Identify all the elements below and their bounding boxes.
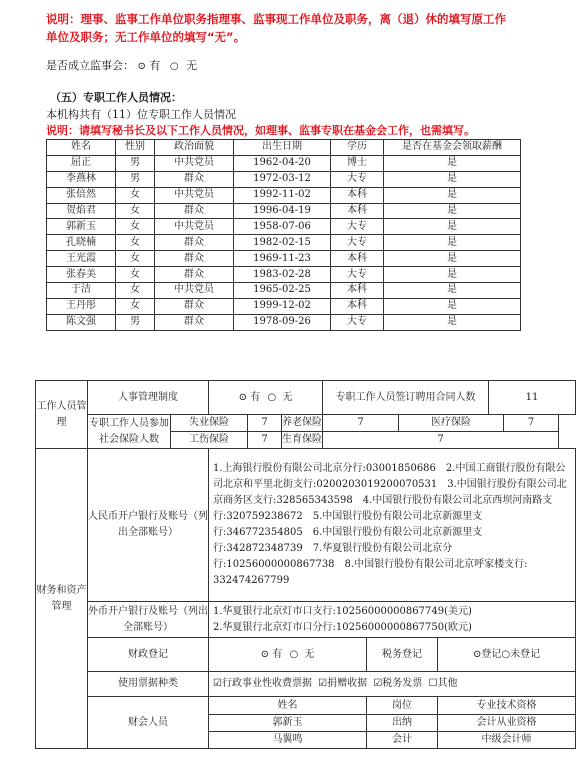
- staff-count-text: 本机构共有（11）位专职工作人员情况: [46, 108, 236, 121]
- radio-selected-icon[interactable]: ⊙: [260, 648, 270, 660]
- contract-label: 专职工作人员签订聘用合同人数: [323, 381, 489, 415]
- section-title: （五）专职工作人员情况：: [50, 91, 182, 104]
- tax-unregistered-label: 未登记: [510, 648, 541, 660]
- staff-birthdate: 1982-02-15: [234, 235, 331, 251]
- staff-education: 大专: [331, 171, 384, 187]
- staff-name: 贺焰君: [47, 203, 116, 219]
- pension-value: 7: [323, 415, 399, 432]
- table-row: [47, 251, 521, 267]
- staff-education: 本科: [331, 251, 384, 267]
- staff-birthdate: 1958-07-06: [234, 219, 331, 235]
- staff-name: 陈文强: [47, 314, 116, 330]
- staff-politics: 中共党员: [155, 155, 234, 171]
- acc-header-name: 姓名: [209, 697, 367, 715]
- acc-header-post: 岗位: [367, 697, 438, 715]
- table-row: [47, 203, 521, 219]
- rmb-accounts-text: 1.上海银行股份有限公司北京分行:03001850686 2.中国工商银行股份有限公司北京和平里北街支行:0200203019200070531 3.中国银行股份有限公司北京商务区支行:328565343598 4.中国银行股份有限公司北京西坝河南路支行:320759238672 5.中国银行股份有限公司北京新源里支行:346772354805 6.中国银行股份有限公司北京新源里支行:342872348739 7.华夏银行股份有限公司北京分行:10256000000867738 8.中国银行股份有限公司北京呼家楼支行: 332474267799: [209, 449, 576, 602]
- hr-no-label: 无: [282, 391, 293, 403]
- staff-birthdate: 1983-02-28: [234, 267, 331, 283]
- injury-label: 工伤保险: [171, 432, 248, 449]
- instruction-note: 说明：理事、监事工作单位职务指理事、监事现工作单位及职务，离（退）休的填写原工作单位及职务；无工作单位的填写“无”。: [46, 12, 506, 44]
- supervisory-board-label: 是否成立监事会：: [46, 59, 134, 72]
- contract-value: 11: [489, 381, 576, 415]
- acc-header-qual: 专业技术资格: [438, 697, 576, 715]
- supervisory-board-field: [46, 57, 197, 73]
- staff-gender: 女: [116, 187, 155, 203]
- radio-unselected-icon[interactable]: ○: [501, 648, 511, 660]
- staff-paid: 是: [384, 267, 521, 283]
- staff-education: 博士: [331, 155, 384, 171]
- staff-birthdate: 1996-04-19: [234, 203, 331, 219]
- pension-label: 养老保险: [282, 415, 323, 432]
- checkbox-empty-icon[interactable]: ☐: [428, 678, 438, 689]
- staff-education: 大专: [331, 219, 384, 235]
- staff-paid: 是: [384, 314, 521, 330]
- staff-politics: 中共党员: [155, 283, 234, 299]
- unemployment-value: 7: [248, 415, 282, 432]
- staff-education: 大专: [331, 267, 384, 283]
- staff-education: 本科: [331, 298, 384, 314]
- fiscal-reg-label: 财政登记: [88, 638, 209, 672]
- staff-gender: 男: [116, 171, 155, 187]
- injury-value: 7: [248, 432, 282, 449]
- staff-paid: 是: [384, 187, 521, 203]
- radio-selected-icon[interactable]: ⊙: [238, 391, 248, 403]
- staff-paid: 是: [384, 155, 521, 171]
- checkbox-checked-icon[interactable]: ☑: [318, 678, 328, 689]
- tax-reg-label: 税务登记: [367, 638, 438, 672]
- staff-gender: 女: [116, 267, 155, 283]
- receipts-label: 使用票据种类: [88, 672, 209, 697]
- staff-politics: 群众: [155, 171, 234, 187]
- radio-unselected-icon[interactable]: ○: [267, 391, 277, 403]
- staff-name: 郭新玉: [47, 219, 116, 235]
- staff-birthdate: 1992-11-02: [234, 187, 331, 203]
- staff-gender: 男: [116, 314, 155, 330]
- fx-account-1: 1.华夏银行北京灯市口支行:10256000000867749(美元): [213, 605, 472, 617]
- table-row: [47, 283, 521, 299]
- staff-paid: 是: [384, 283, 521, 299]
- hr-system-label: 人事管理制度: [88, 381, 209, 415]
- table-row: [47, 314, 521, 330]
- receipts-options: [209, 672, 576, 697]
- insurance-label: 专职工作人员参加社会保险人数: [88, 415, 171, 449]
- tax-registered-label: 登记: [481, 648, 502, 660]
- staff-name: 张倍然: [47, 187, 116, 203]
- fx-accounts-cell: [209, 602, 576, 638]
- table-row: [47, 298, 521, 314]
- staff-education: 大专: [331, 235, 384, 251]
- staff-birthdate: 1999-12-02: [234, 298, 331, 314]
- acc-name: 郭新玉: [209, 715, 367, 732]
- tax-reg-options: [438, 638, 576, 672]
- acc-qual: 中级会计师: [438, 732, 576, 749]
- staff-name: 孔晓楠: [47, 235, 116, 251]
- acc-post: 会计: [367, 732, 438, 749]
- staff-politics: 群众: [155, 251, 234, 267]
- staff-education: 本科: [331, 283, 384, 299]
- staff-politics: 群众: [155, 235, 234, 251]
- table-row: [47, 267, 521, 283]
- finance-label: 财务和资产管理: [36, 449, 88, 749]
- staff-header-paid: 是否在基金会领取薪酬: [384, 140, 521, 156]
- rmb-accounts-label: 人民币开户银行及账号（列出全部账号）: [88, 449, 209, 602]
- radio-unselected-icon[interactable]: ○: [169, 61, 179, 72]
- fx-accounts-label: 外币开户银行及账号（列出全部账号）: [88, 602, 209, 638]
- maternity-value: 7: [323, 432, 559, 449]
- staff-paid: 是: [384, 298, 521, 314]
- staff-header-education: 学历: [331, 140, 384, 156]
- staff-gender: 女: [116, 283, 155, 299]
- acc-post: 出纳: [367, 715, 438, 732]
- staff-name: 王光霞: [47, 251, 116, 267]
- staff-politics: 群众: [155, 298, 234, 314]
- radio-selected-icon[interactable]: ⊙: [472, 648, 482, 660]
- staff-table: [46, 139, 521, 331]
- staff-name: 于洁: [47, 283, 116, 299]
- staff-gender: 女: [116, 235, 155, 251]
- staff-politics: 群众: [155, 267, 234, 283]
- staff-education: 大专: [331, 314, 384, 330]
- accountants-label: 财会人员: [88, 697, 209, 749]
- radio-no-label: 无: [186, 59, 198, 72]
- staff-birthdate: 1972-03-12: [234, 171, 331, 187]
- staff-birthdate: 1969-11-23: [234, 251, 331, 267]
- staff-header-birthdate: 出生日期: [234, 140, 331, 156]
- staff-paid: 是: [384, 219, 521, 235]
- staff-birthdate: 1962-04-20: [234, 155, 331, 171]
- staff-note: 说明：请填写秘书长及以下工作人员情况，如理事、监事专职在基金会工作，也需填写。: [46, 124, 475, 137]
- staff-name: 李燕林: [47, 171, 116, 187]
- staff-name: 屈正: [47, 155, 116, 171]
- receipt-type-4: 其他: [437, 678, 458, 689]
- hr-yes-label: 有: [250, 391, 261, 403]
- staff-paid: 是: [384, 171, 521, 187]
- table-row: [47, 187, 521, 203]
- fiscal-yes-label: 有: [272, 648, 283, 660]
- receipt-type-3: 税务发票: [382, 678, 423, 689]
- acc-qual: 会计从业资格: [438, 715, 576, 732]
- hr-system-options: [209, 381, 323, 415]
- staff-birthdate: 1965-02-25: [234, 283, 331, 299]
- fiscal-no-label: 无: [304, 648, 315, 660]
- staff-mgmt-label: 工作人员管理: [36, 381, 88, 449]
- staff-politics: 中共党员: [155, 187, 234, 203]
- staff-gender: 女: [116, 219, 155, 235]
- table-row: [47, 219, 521, 235]
- staff-header-politics: 政治面貌: [155, 140, 234, 156]
- fx-account-2: 2.华夏银行北京灯市口分行:10256000000867750(欧元): [213, 621, 472, 633]
- staff-paid: 是: [384, 235, 521, 251]
- staff-gender: 女: [116, 203, 155, 219]
- staff-gender: 男: [116, 155, 155, 171]
- table-row: [47, 235, 521, 251]
- staff-header-name: 姓名: [47, 140, 116, 156]
- staff-birthdate: 1978-09-26: [234, 314, 331, 330]
- fiscal-reg-options: [209, 638, 367, 672]
- radio-selected-icon[interactable]: ⊙: [137, 61, 146, 72]
- radio-yes-label: 有: [149, 59, 161, 72]
- staff-name: 王丹彤: [47, 298, 116, 314]
- maternity-label: 生育保险: [282, 432, 323, 449]
- medical-label: 医疗保险: [399, 415, 504, 432]
- staff-education: 本科: [331, 203, 384, 219]
- staff-paid: 是: [384, 203, 521, 219]
- acc-name: 马翼鸣: [209, 732, 367, 749]
- medical-value: 7: [504, 415, 559, 432]
- staff-paid: 是: [384, 251, 521, 267]
- receipt-type-2: 捐赠收据: [327, 678, 368, 689]
- management-form-table: [35, 380, 576, 749]
- checkbox-checked-icon[interactable]: ☑: [373, 678, 383, 689]
- staff-politics: 群众: [155, 314, 234, 330]
- staff-gender: 女: [116, 251, 155, 267]
- staff-politics: 中共党员: [155, 219, 234, 235]
- checkbox-checked-icon[interactable]: ☑: [213, 678, 222, 689]
- table-row: [47, 171, 521, 187]
- unemployment-label: 失业保险: [171, 415, 248, 432]
- radio-unselected-icon[interactable]: ○: [289, 648, 299, 660]
- staff-gender: 女: [116, 298, 155, 314]
- table-row: [47, 155, 521, 171]
- staff-name: 张春美: [47, 267, 116, 283]
- staff-politics: 群众: [155, 203, 234, 219]
- staff-education: 本科: [331, 187, 384, 203]
- staff-header-gender: 性别: [116, 140, 155, 156]
- receipt-type-1: 行政事业性收费票据: [221, 678, 312, 689]
